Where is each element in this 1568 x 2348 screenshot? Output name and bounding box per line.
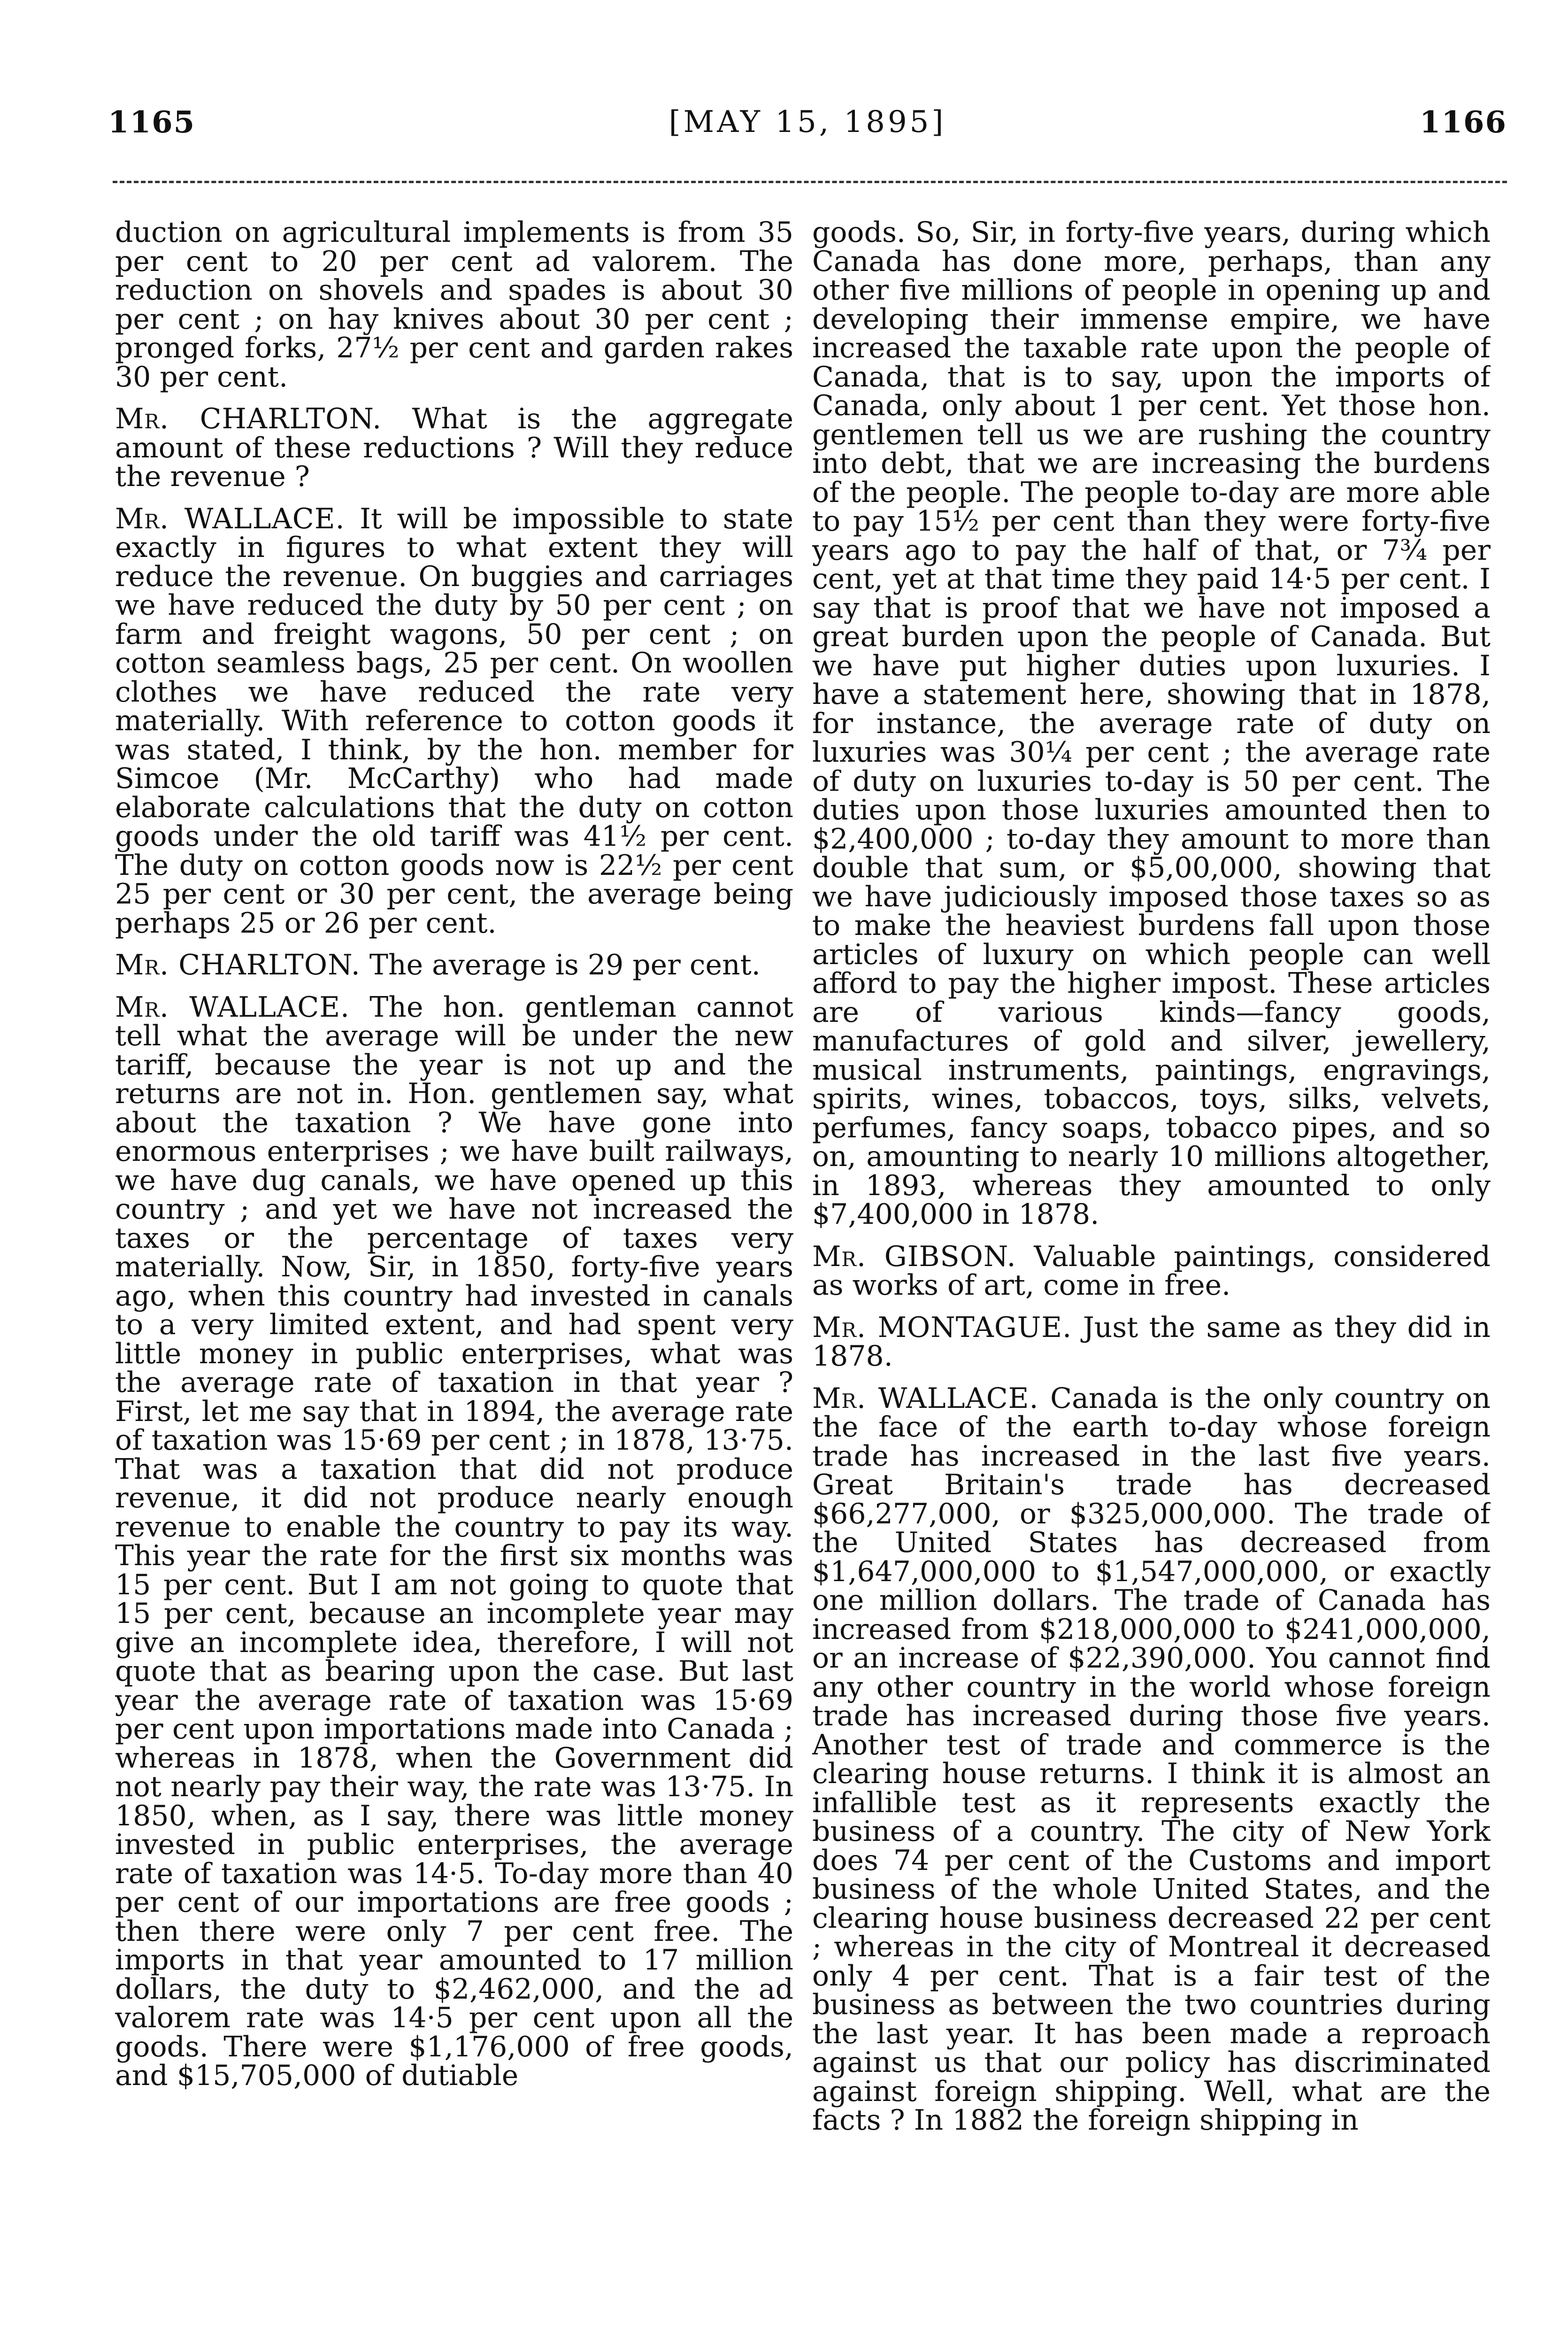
speaker-name: Mr. WALLACE. [115, 502, 345, 535]
speaker-name: Mr. GIBSON. [812, 1240, 1016, 1273]
paragraph-text: duction on agricultural implements is from 35 per cent to 20 per cent ad valorem. The reduction on shovels and spades is about 30 per cent ; on hay knives about 30 per cent ; pronged forks, 27½ per cent and garden rakes 30 per cent. [115, 218, 793, 394]
right-column [812, 218, 1491, 2348]
paragraph-text: goods. So, Sir, in forty-five years, during which Canada has done more, perhaps, than any other five millions of people in opening up and developing their immense empire, we have increased the taxable rate upon the people of Canada, that is to say, upon the imports of Canada, only about 1 per cent. Yet those hon. gentlemen tell us we are rushing the country into debt, that we are increasing the burdens of the people. The people to-day are more able to pay 15½ per cent than they were forty-five years ago to pay the half of that, or 7¾ per cent, yet at that time they paid 14·5 per cent. I say that is proof that we have not imposed a great burden upon the people of Canada. But we have put higher duties upon luxuries. I have a statement here, showing that in 1878, for instance, the average rate of duty on luxuries was 30¼ per cent ; the average rate of duty on luxuries to-day is 50 per cent. The duties upon those luxuries amounted then to $2,400,000 ; to-day they amount to more than double that sum, or $5,00,000, showing that we have judiciously imposed those taxes so as to make the heaviest burdens fall upon those articles of luxury on which people can well afford to pay the higher impost. These articles are of various kinds—fancy goods, manufactures of gold and silver, jewellery, musical instruments, paintings, engravings, spirits, wines, tobaccos, toys, silks, velvets, perfumes, fancy soaps, tobacco pipes, and so on, amounting to nearly 10 millions altogether, in 1893, whereas they amounted to only $7,400,000 in 1878. [812, 218, 1491, 1231]
speaker-name: Mr. CHARLTON. [115, 402, 382, 435]
left-column [115, 218, 793, 2348]
paragraph [812, 1313, 1491, 1371]
paragraph [812, 218, 1491, 1229]
page-number-right: 1166 [1419, 104, 1507, 140]
paragraph-text: What is the aggregate amount of these reductions ? Will they reduce the revenue ? [115, 402, 793, 493]
paragraph [812, 1384, 1491, 2135]
header-rule [113, 181, 1507, 183]
speaker-name: Mr. WALLACE. [115, 990, 350, 1024]
paragraph [115, 502, 793, 940]
paragraph [812, 1240, 1491, 1302]
paragraph-text: Just the same as they did in 1878. [812, 1311, 1491, 1373]
paragraph-text: Canada is the only country on the face of the earth to-day whose foreign trade has increased in the last five years. Great Britain's trade has decreased $66,277,000, or $325,000,000. The trade of the United States has decreased from $1,647,000,000 to $1,547,000,000, or exactly one million dollars. The trade of Canada has increased from $218,000,000 to $241,000,000, or an increase of $22,390,000. You cannot find any other country in the world whose foreign trade has increased during those five years. Another test of trade and commerce is the clearing house returns. I think it is almost an infallible test as it represents exactly the business of a country. The city of New York does 74 per cent of the Customs and import business of the whole United States, and the clearing house business decreased 22 per cent ; whereas in the city of Montreal it decreased only 4 per cent. That is a fair test of the business as between the two countries during the last year. It has been made a reproach against us that our policy has discriminated against foreign shipping. Well, what are the facts ? In 1882 the foreign shipping in [812, 1382, 1491, 2137]
paragraph [115, 218, 793, 392]
paragraph-text: It will be impossible to state exactly in figures to what extent they will reduce the revenue. On buggies and carriages we have reduced the duty by 50 per cent ; on farm and freight wagons, 50 per cent ; on cotton seamless bags, 25 per cent. On woollen clothes we have reduced the rate very materially. With reference to cotton goods it was stated, I think, by the hon. member for Simcoe (Mr. McCarthy) who had made elaborate calculations that the duty on cotton goods under the old tariff was 41½ per cent. The duty on cotton goods now is 22½ per cent 25 per cent or 30 per cent, the average being perhaps 25 or 26 per cent. [115, 502, 793, 940]
page-number-left: 1165 [108, 104, 196, 140]
paragraph [115, 402, 793, 493]
speaker-name: Mr. CHARLTON. [115, 949, 361, 981]
speaker-name: Mr. WALLACE. [812, 1382, 1039, 1415]
paragraph-text: Valuable paintings, considered as works of art, come in free. [812, 1240, 1491, 1302]
paragraph-text: The average is 29 per cent. [369, 949, 761, 981]
page-date: [MAY 15, 1895] [669, 105, 946, 139]
paragraph-text: The hon. gentleman cannot tell what the average will be under the new tariff, because the year is not up and the returns are not in. Hon. gentlemen say, what about the taxation ? We have gone into enormous enterprises ; we have built railways, we have dug canals, we have opened up this country ; and yet we have not increased the taxes or the percentage of taxes very materially. Now, Sir, in 1850, forty-five years ago, when this country had invested in canals to a very limited extent, and had spent very little money in public enterprises, what was the average rate of taxation in that year ? First, let me say that in 1894, the average rate of taxation was 15·69 per cent ; in 1878, 13·75. That was a taxation that did not produce revenue, it did not produce nearly enough revenue to enable the country to pay its way. This year the rate for the first six months was 15 per cent. But I am not going to quote that 15 per cent, because an incomplete year may give an incomplete idea, therefore, I will not quote that as bearing upon the case. But last year the average rate of taxation was 15·69 per cent upon importations made into Canada ; whereas in 1878, when the Government did not nearly pay their way, the rate was 13·75. In 1850, when, as I say, there was little money invested in public enterprises, the average rate of taxation was 14·5. To-day more than 40 per cent of our importations are free goods ; then there were only 7 per cent free. The imports in that year amounted to 17 million dollars, the duty to $2,462,000, and the ad valorem rate was 14·5 per cent upon all the goods. There were $1,176,000 of free goods, and $15,705,000 of dutiable [115, 990, 793, 2092]
paragraph [115, 951, 793, 980]
speaker-name: Mr. MONTAGUE. [812, 1311, 1072, 1344]
page-header [108, 94, 1507, 150]
paragraph [115, 990, 793, 2092]
